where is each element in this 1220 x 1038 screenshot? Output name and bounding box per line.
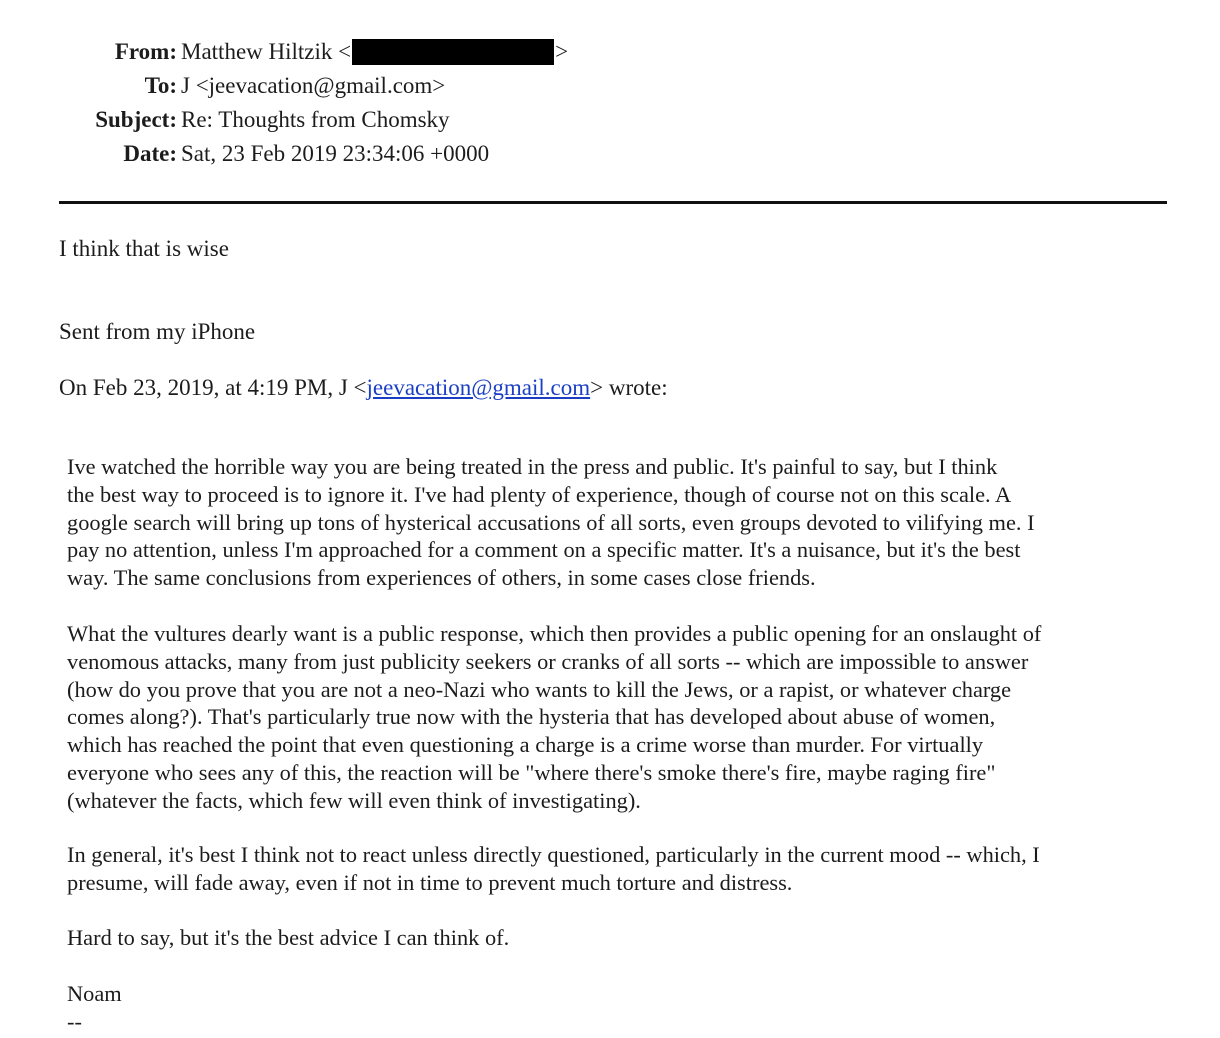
quoted-line: (how do you prove that you are not a neo-Nazi who wants to kill the Jews, or a rapist, or whatever charge [67, 676, 1012, 702]
attribution-prefix: On Feb 23, 2019, at 4:19 PM, J < [59, 375, 367, 400]
quoted-paragraph-3 [67, 841, 1177, 897]
from-name: Matthew Hiltzik < [181, 39, 352, 64]
quoted-line: Hard to say, but it's the best advice I can think of. [67, 925, 510, 950]
to-row [0, 70, 700, 102]
subject-row [0, 104, 700, 136]
from-row [0, 36, 700, 68]
quoted-line: venomous attacks, many from just publicity seekers or cranks of all sorts -- which are impossible to answer [67, 648, 1029, 674]
quoted-line: way. The same conclusions from experiences of others, in some cases close friends. [67, 565, 816, 591]
reply-signature: Sent from my iPhone [59, 319, 256, 344]
quoted-paragraph-4 [67, 924, 1177, 952]
from-label: From: [114, 39, 177, 64]
header-divider [59, 201, 1167, 204]
to-label: To: [144, 73, 177, 98]
quoted-line: everyone who sees any of this, the reaction will be "where there's smoke there's fire, maybe raging fire" [67, 759, 996, 785]
quoted-line: comes along?). That's particularly true now with the hysteria that has developed about abuse of women, [67, 704, 996, 730]
reply-body: I think that is wise [59, 236, 229, 261]
quote-attribution [59, 373, 668, 403]
subject-value: Re: Thoughts from Chomsky [181, 107, 450, 132]
attribution-email-link[interactable]: jeevacation@gmail.com [366, 375, 591, 400]
from-close: > [555, 39, 569, 64]
quoted-line: google search will bring up tons of hysterical accusations of all sorts, even groups devoted to vilifying me. I [67, 509, 1035, 535]
quoted-line: pay no attention, unless I'm approached for a comment on a specific matter. It's a nuisance, but it's the best [67, 537, 1021, 563]
quoted-line: Ive watched the horrible way you are being treated in the press and public. It's painful to say, but I think [67, 454, 998, 479]
quoted-line: What the vultures dearly want is a public response, which then provides a public opening for an onslaught of [67, 621, 1042, 646]
subject-label: Subject: [95, 107, 177, 132]
date-label: Date: [123, 141, 177, 166]
quoted-line: which has reached the point that even questioning a charge is a crime worse than murder. For virtually [67, 732, 984, 758]
to-value: J <jeevacation@gmail.com> [181, 73, 446, 98]
redaction-box [352, 39, 554, 65]
quoted-paragraph-1 [67, 453, 1177, 592]
attribution-suffix: > wrote: [590, 375, 668, 400]
signature-separator: -- [67, 1008, 82, 1034]
sign-off-name: Noam [67, 981, 122, 1006]
quoted-sign-off [67, 980, 1177, 1036]
quoted-line: In general, it's best I think not to react unless directly questioned, particularly in the current mood -- which, I [67, 842, 1040, 867]
from-value [181, 36, 568, 68]
date-row [0, 138, 700, 170]
date-value: Sat, 23 Feb 2019 23:34:06 +0000 [181, 141, 490, 166]
quoted-line: (whatever the facts, which few will even think of investigating). [67, 787, 641, 813]
quoted-line: presume, will fade away, even if not in time to prevent much torture and distress. [67, 869, 793, 895]
quoted-paragraph-2 [67, 620, 1177, 815]
quoted-line: the best way to proceed is to ignore it. I've had plenty of experience, though of course not on this scale. A [67, 481, 1012, 507]
